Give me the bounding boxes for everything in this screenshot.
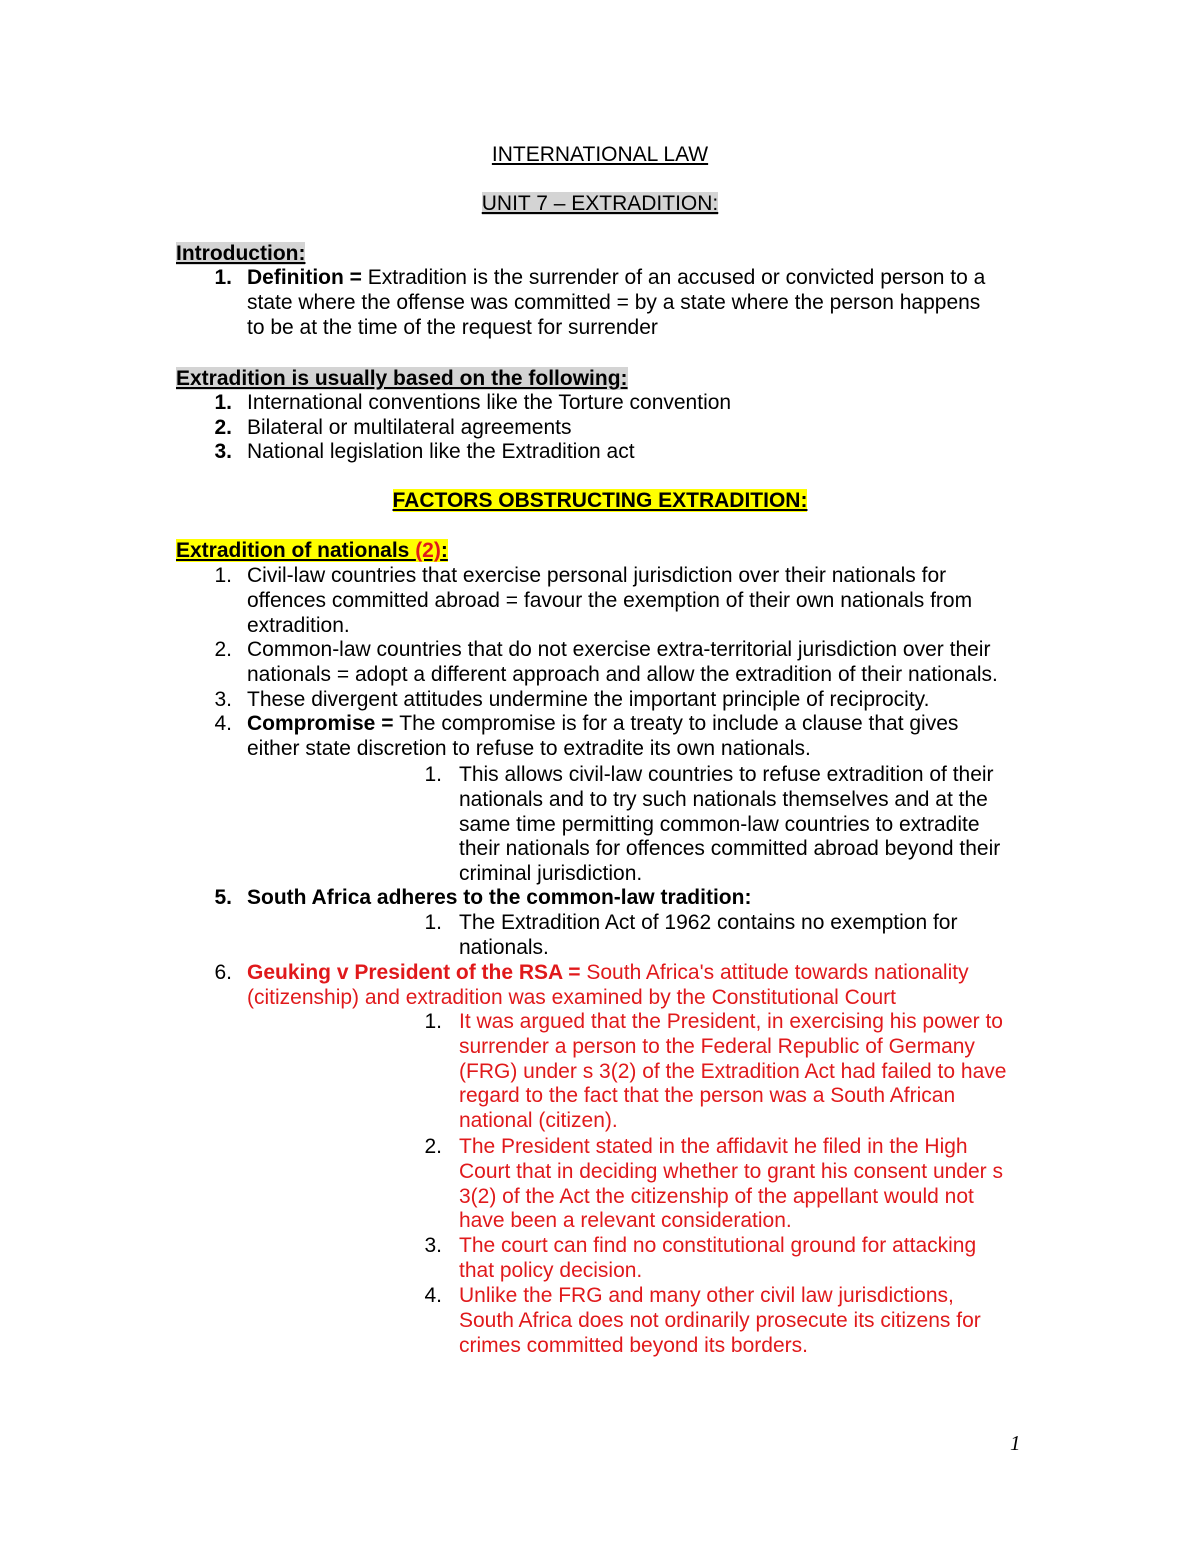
factors-heading: FACTORS OBSTRUCTING EXTRADITION: [392,489,808,512]
document-title: INTERNATIONAL LAW [491,143,709,166]
document-page: INTERNATIONAL LAW UNIT 7 – EXTRADITION: Introduction: 1. Definition = Extradition is the surrender of an accused or convicted person to a state where the offense was committed = by a state where the person happens to be at the time of the request for surrender Extradition is usually based on the following: 1. International conventions like the Torture convention 2. Bilateral or multilateral agreements 3. National legislation like the Extradition act FACTORS OBSTRUCTING EXTRADITION: Extradition of nationals (2): 1. Civil-law countries that exercise personal jurisdiction over their nationals for offences committed abroad = favour the exemption of their own nationals from extradition. 2. Common-law countries that do not exercise extra-territorial jurisdiction over their nationals = adopt a different approach and allow the extradition of their nationals. 3. These divergent attitudes undermine the important principle of reciprocity. 4. Compromise = The compromise is for a treaty to include a clause that gives either state discretion to refuse to extradite its own nationals. 1. This allows civil-law countries to refuse extradition of their nationals and to try such nationals themselves and at the same time permitting common-law countries to extradite their nationals for offences committed abroad beyond their criminal jurisdiction. 5. South Africa adheres to the common-law tradition: 1. The Extradition Act of 1962 contains no exemption for nationals. 6. Geuking v President of the RSA = South Africa's attitude towards nationality (citizenship) and extradition was examined by the Constitutional Court 1. It was argued that the President, in exercising his power to surrender a person to the Federal Republic of Germany (FRG) under s 3(2) of the Extradition Act had failed to have regard to the fact that the person was a South African national (citizen). 2. The President stated in the affidavit he filed in the High Court that in deciding whether to grant his consent under s 3(2) of the Act the citizenship of the appellant would not have been a relevant consideration. 3. The court can find no constitutional ground for attacking that policy decision. 4. Unlike the FRG and many other civil law jurisdictions, South Africa does not ordinarily prosecute its citizens for crimes committed beyond its borders. 1 [0,0,1200,1553]
section-heading-nationals: Extradition of nationals (2): [176,539,448,562]
section-heading-introduction: Introduction: [176,242,306,265]
unit-heading: UNIT 7 – EXTRADITION: [481,192,719,215]
page-number: 1 [1010,1431,1021,1455]
section-heading-basis: Extradition is usually based on the following: [176,367,628,390]
